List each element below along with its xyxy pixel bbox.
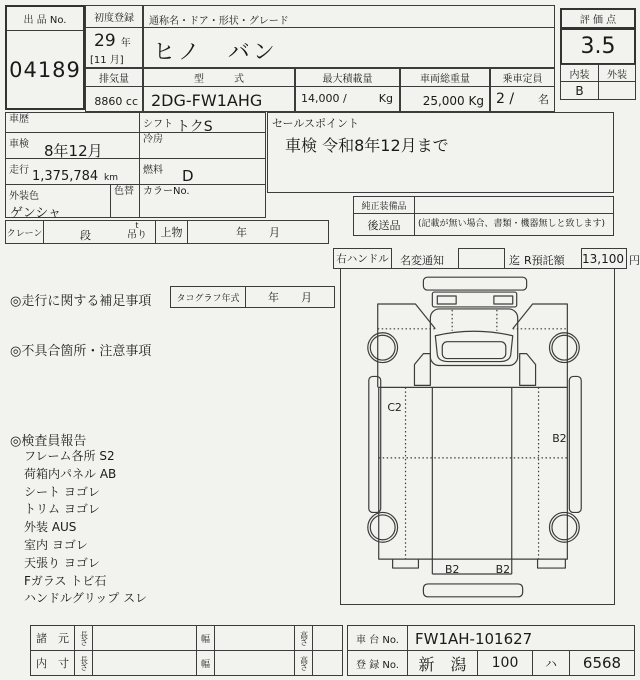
inner-width-value — [214, 650, 295, 676]
yen-label: 円 — [629, 254, 640, 267]
inspector-report-heading: ◎検査員報告 — [10, 434, 87, 449]
shift-cell — [139, 112, 266, 133]
repaint-cell: 色替 — [110, 184, 140, 218]
body-outline-right — [513, 304, 568, 387]
mileage-cell — [5, 158, 140, 185]
fuel-cell — [139, 158, 266, 185]
vehicle-name-value: ヒノ バン — [143, 27, 555, 68]
later-shipment-note: (記載が無い場合、書類・機器無しと致します) — [414, 213, 614, 236]
registration-area: 新 潟 — [407, 650, 478, 676]
truck-top-view-diagram — [341, 269, 614, 604]
diagram-mark-b2-rear-left: B2 — [444, 563, 460, 576]
tachograph-value: 年 月 — [245, 286, 335, 308]
name-change-box — [458, 248, 505, 269]
fuel-value: D — [182, 167, 194, 185]
mileage-label: 走行 — [9, 165, 29, 176]
inner-length-value — [92, 650, 197, 676]
displacement-label: 排気量 — [85, 68, 143, 87]
crane-t-unit: t — [135, 221, 139, 230]
first-registration-label: 初度登録 — [85, 5, 143, 28]
cab-vent-left — [437, 296, 456, 304]
cab-vent-right — [494, 296, 513, 304]
body-type-label: 上物 — [155, 220, 188, 244]
inspector-item: フレーム各所 S2 — [24, 449, 115, 463]
inner-length-label: 長さ — [74, 650, 93, 676]
cargo-bed — [379, 387, 568, 559]
crane-cell: クレーン — [5, 220, 44, 244]
genuine-equipment-label: 純正装備品 — [353, 196, 415, 214]
diagram-mark-b2-rear-right: B2 — [495, 563, 511, 576]
registration-kana: ハ — [532, 650, 570, 676]
chassis-no-value: FW1AH-101627 — [407, 625, 635, 651]
first-reg-month: [11 月] — [90, 55, 124, 66]
capacity-label: 乗車定員 — [490, 68, 555, 87]
exterior-label: 外装 — [598, 64, 636, 82]
cab-front-panel — [432, 292, 516, 307]
first-reg-year-suffix: 年 — [120, 38, 131, 49]
model-code-label: 型 式 — [143, 68, 295, 87]
side-gate-right — [569, 376, 581, 512]
name-change-label: 名変通知 — [400, 254, 444, 267]
genuine-equipment-value — [414, 196, 614, 214]
right-handle-badge: 右ハンドル — [333, 248, 392, 269]
crane-dan: 段 — [80, 229, 91, 242]
crane-tsuri: 吊り — [127, 230, 147, 241]
registration-no-label: 登 録 No. — [347, 650, 408, 676]
aircon-cell: 冷房 — [139, 132, 266, 159]
chassis-no-label: 車 台 No. — [347, 625, 408, 651]
rear-wheel-left — [368, 512, 398, 542]
max-load-unit: Kg — [378, 92, 393, 105]
sales-point-value: 車検 令和8年12月まで — [285, 136, 449, 155]
history-cell: 車歴 — [5, 112, 140, 133]
shift-label: シフト — [143, 119, 173, 130]
inspector-item: 荷箱内パネル AB — [24, 466, 117, 481]
exterior-color-value: ゲンシャ — [10, 206, 62, 221]
registration-class: 100 — [477, 650, 533, 676]
inspection-cell — [5, 132, 140, 159]
vehicle-name-label: 通称名・ドア・形状・グレード — [143, 5, 555, 28]
capacity-unit: 名 — [538, 93, 549, 106]
step-right — [520, 354, 536, 386]
color-no-cell: カラーNo. — [139, 184, 266, 218]
displacement-value: 8860 cc — [85, 86, 143, 112]
lot-number-box — [5, 5, 85, 110]
model-code-value: 2DG-FW1AHG — [143, 86, 295, 112]
interior-label: 内装 — [560, 64, 599, 82]
first-reg-year: 29 — [94, 31, 116, 51]
body-type-year-month: 年 月 — [187, 220, 329, 244]
spec-width-value — [214, 625, 295, 651]
front-bumper — [423, 277, 526, 290]
max-load-value-cell — [295, 86, 400, 112]
rear-tab-left — [393, 559, 419, 568]
lot-number-label: 出 品 No. — [7, 7, 83, 31]
max-load-label: 最大積載量 — [295, 68, 400, 87]
step-left — [414, 354, 430, 386]
shift-value: トクS — [176, 119, 213, 135]
interior-grade: B — [560, 81, 599, 100]
spec-row-label: 諸 元 — [30, 625, 75, 651]
capacity-value-cell — [490, 86, 555, 112]
rear-tab-right — [538, 559, 566, 568]
rear-wheel-right — [549, 512, 579, 542]
sales-point-label: セールスポイント — [272, 117, 360, 130]
exterior-color-label: 外装色 — [9, 191, 39, 202]
spec-width-label: 幅 — [196, 625, 215, 651]
body-outline-left — [378, 304, 436, 387]
spec-length-value — [92, 625, 197, 651]
capacity-value: 2 / — [496, 91, 515, 107]
sales-point-box — [267, 112, 614, 193]
exterior-color-cell — [5, 184, 111, 221]
inspector-item: ハンドルグリップ スレ — [24, 591, 148, 606]
inspector-item: シート ヨゴレ — [24, 484, 100, 499]
inspector-report-list — [24, 448, 254, 608]
windshield-glass — [442, 342, 506, 359]
inspector-item: Fガラス トビ石 — [24, 573, 107, 588]
vehicle-diagram-box — [340, 268, 615, 605]
lot-number-value: 04189 — [9, 58, 81, 82]
exterior-grade — [598, 81, 636, 100]
inner-row-label: 内 寸 — [30, 650, 75, 676]
spec-length-label: 長さ — [74, 625, 93, 651]
inner-height-label: 高さ — [294, 650, 313, 676]
until-label: 迄 — [509, 254, 520, 267]
inspection-value: 8年12月 — [44, 142, 103, 160]
score-label: 評 価 点 — [560, 8, 636, 29]
rear-bumper — [423, 584, 522, 597]
defect-heading: ◎不具合箇所・注意事項 — [10, 344, 152, 359]
mileage-unit: km — [104, 173, 118, 183]
fuel-label: 燃料 — [143, 165, 163, 176]
inspector-item: トリム ヨゴレ — [24, 502, 100, 517]
spec-height-value — [312, 625, 343, 651]
spec-height-label: 高さ — [294, 625, 313, 651]
inspection-label: 車検 — [9, 139, 29, 150]
inspector-item: 室内 ヨゴレ — [24, 537, 88, 552]
inspector-item: 外装 AUS — [24, 520, 77, 535]
gross-weight-label: 車両総重量 — [400, 68, 490, 87]
front-wheel-left — [368, 333, 398, 363]
max-load-value: 14,000 / — [301, 92, 347, 105]
diagram-mark-b2-right: B2 — [552, 431, 567, 445]
running-note-heading: ◎走行に関する補足事項 — [10, 294, 152, 309]
mileage-value: 1,375,784 — [32, 169, 99, 184]
later-shipment-label: 後送品 — [353, 213, 415, 236]
first-registration-value — [85, 27, 143, 68]
windshield — [435, 331, 512, 361]
diagram-mark-c2: C2 — [387, 401, 402, 415]
inner-width-label: 幅 — [196, 650, 215, 676]
crane-spec-cell — [43, 220, 156, 244]
registration-number: 6568 — [569, 650, 635, 676]
score-value: 3.5 — [560, 28, 636, 65]
front-wheel-right — [549, 333, 579, 363]
recycle-deposit-label: R預託額 — [524, 254, 565, 267]
inner-height-value — [312, 650, 343, 676]
gross-weight-value: 25,000 Kg — [400, 86, 490, 112]
inspector-item: 天張り ヨゴレ — [24, 555, 100, 570]
recycle-deposit-value: 13,100 — [581, 248, 627, 269]
tachograph-label: タコグラフ年式 — [170, 286, 246, 308]
